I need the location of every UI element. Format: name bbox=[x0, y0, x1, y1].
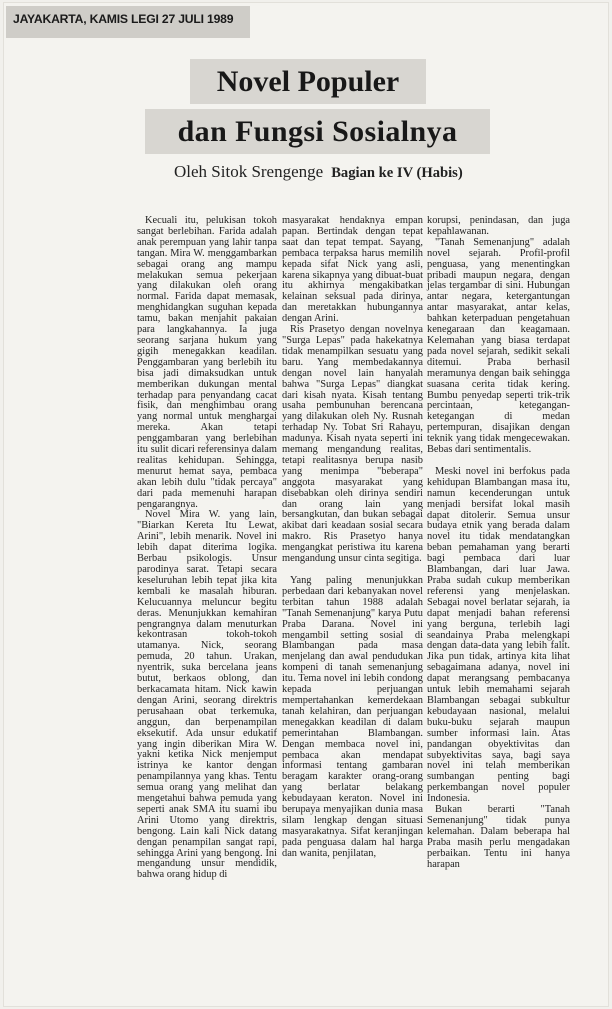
series-label: Bagian ke IV (Habis) bbox=[331, 165, 463, 181]
byline bbox=[174, 157, 494, 187]
headline-line-1: Novel Populer bbox=[190, 59, 426, 104]
article-column-3 bbox=[427, 216, 570, 870]
paragraph: masyarakat hendaknya empan papan. Bertindak dengan tepat saat dan tepat tempat. Sayang, pembaca terpaksa harus memilih kepada sifat Nick yang asli, karena sikapnya yang dibuat-buat itu akhirnya mengakibatkan kelainan seksual pada dirinya, dan meretakkan hubungannya dengan Arini. bbox=[282, 215, 423, 325]
article-column-2 bbox=[282, 216, 423, 860]
dateline-banner bbox=[6, 6, 250, 38]
paragraph: "Tanah Semenanjung" adalah novel sejarah. Profil-profil penguasa, yang menentingkan pribadi maupun negara, dengan jelas tergambar di sini. Hubungan antar negara, ketergantungan antar masyarakat, antar kelas, bahkan keterpaduan pengetahuan kenegaraan dan keagamaan. Kelemahan yang biasa terdapat pada novel sejarah, sedikit sekali ditemui. Praba berhasil meramunya dengan baik sehingga suasana cerita tidak kering. Bumbu penyedap seperti trik-trik percintaan, ketegangan-ketegangan di medan pertempuran, disajikan dengan teknik yang tidak mengecewakan. Bebas dari sentimentalis. bbox=[427, 236, 570, 456]
paragraph: Ris Prasetyo dengan novelnya "Surga Lepas" pada hakekatnya tidak menampilkan sesuatu yang baru. Yang membedakannya dengan novel lain hanyalah bahwa "Surga Lepas" diangkat dari kisah nyata. Kisah tentang usaha pembunuhan berencana yang dilakukan oleh Ny. Rusnah terhadap Ny. Tobat Sri Rahayu, madunya. Kisah nyata seperti ini memang mengandung realitas, tetapi realitasnya berupa nasib yang menimpa "beberapa" anggota masyarakat yang disebabkan oleh dirinya sendiri dan orang lain yang bersangkutan, dan bukan sebagai akibat dari keadaan sosial secara makro. Ris Prasetyo hanya mengangkat peristiwa itu karena mengandung unsur cinta segitiga. bbox=[282, 324, 423, 565]
paragraph: Bukan berarti "Tanah Semenanjung" tidak punya kelemahan. Dalam beberapa hal Praba masih perlu mengadakan perbaikan. Tentu ini hanya harapan bbox=[427, 804, 570, 870]
author-name: Oleh Sitok Srengenge bbox=[174, 162, 324, 181]
article-column-1 bbox=[137, 216, 277, 881]
paragraph: Novel Mira W. yang lain, "Biarkan Kereta Itu Lewat, Arini", lebih menarik. Novel ini lebih dapat diterima logika. Berbau psikologis. Unsur parodinya sarat. Tetapi secara keseluruhan lebih tepat jika kita kembali ke masalah hiburan. Kelucuannya meluncur begitu deras. Menunjukkan kemahiran pengrangnya dalam menuturkan kekontrasan tokoh-tokoh utamanya. Nick, seorang pemuda, 20 tahun. Urakan, nyentrik, suka bercelana jeans butut, berkaos oblong, dan berkacamata hitam. Nick kawin dengan Arini, seorang direktris perusahaan obat terkemuka, anggun, dan berpenampilan eksekutif. Ada unsur edukatif yang ingin diberikan Mira W. yakni ketika Nick menjemput istrinya ke kantor dengan penampilannya yang khas. Tentu semua orang yang melihat dan mengetahui bahwa pemuda yang seperti anak SMA itu suami ibu Arini Utomo yang direktris, bengong. Lain kali Nick datang dengan penampilan sangat rapi, sehingga Arini yang bengong. Ini mengandung unsur mendidik, bahwa orang hidup di bbox=[137, 509, 277, 881]
paragraph: Meski novel ini berfokus pada kehidupan Blambangan masa itu, namun kecenderungan untuk menjadi bersifat lokal masih dapat ditolerir. Semua unsur budaya etnik yang berada dalam novel itu tidak mendatangkan beban pemahaman yang berarti bagi pembaca dari luar Blambangan, dari luar Jawa. Praba sudah cukup memberikan referensi yang menjelaskan. Sebagai novel berlatar sejarah, ia dapat menjadi bahan referensi yang berguna, terlebih lagi seandainya Praba melengkapi dengan data-data yang lebih falit. Jika pun tidak, artinya kita lihat sebagaimana adanya, novel ini dapat merangsang pembacanya untuk lebih memahami sejarah Blambangan sebagai subkultur kebudayaan nasional, melalui buku-buku sejarah maupun sumber informasi lain. Atas pandangan obyektivitas dan subyektivitas saya, bagi saya novel ini telah memberikan sumbangan penting bagi perkembangan novel populer Indonesia. bbox=[427, 465, 570, 805]
paragraph: Kecuali itu, pelukisan tokoh sangat berlebihan. Farida adalah anak perempuan yang lahir tanpa tangan. Mira W. menggambarkan sebagai orang ang mampu melakukan semua pekerjaan yang dilakukan oleh orang normal. Farida dapat memasak, menghidangkan suguhan kepada tamu, bakan menjahit pakaian para langkahannya. Ia juga seorang sarjana hukum yang gigih menegakkan keadilan. Penggambaran yang berlebih itu bisa jadi dimaksudkan untuk memberikan dukungan mental terhadap para penyandang cacat fisik, dan menghimbau orang yang normal untuk menghargai mereka. Akan tetapi penggambaran yang berlebihan itu sulit dicari referensinya dalam realitas kehidupan. Sehingga, menurut hemat saya, pembaca akan lebih dulu "tidak percaya" dari pada memenuhi harapan pengarangnya. bbox=[137, 215, 277, 510]
dateline-text: JAYAKARTA, KAMIS LEGI 27 JULI 1989 bbox=[13, 12, 234, 26]
paragraph: Yang paling menunjukkan perbedaan dari kebanyakan novel terbitan tahun 1988 adalah "Tanah Semenanjung" karya Putu Praba Darana. Novel ini mengambil setting sosial di Blambangan pada masa menjelang dan awal pendudukan kompeni di tanah semenanjung itu. Tema novel ini lebih condong kepada perjuangan mempertahankan kemerdekaan tanah kelahiran, dan perjuangan menegakkan keadilan di dalam pemerintahan Blambangan. Dengan membaca novel ini, pembaca akan mendapat informasi tentang gambaran beragam karakter orang-orang yang berlatar belakang kebudayaan keraton. Novel ini berupaya menyajikan dunia masa silam lengkap dengan situasi masyarakatnya. Sifat keranjingan pada penguasa dalam hal harga dan wanita, penjilatan, bbox=[282, 575, 423, 859]
paragraph: korupsi, penindasan, dan juga kepahlawanan. bbox=[427, 215, 570, 237]
headline-line-2: dan Fungsi Sosialnya bbox=[145, 109, 490, 154]
